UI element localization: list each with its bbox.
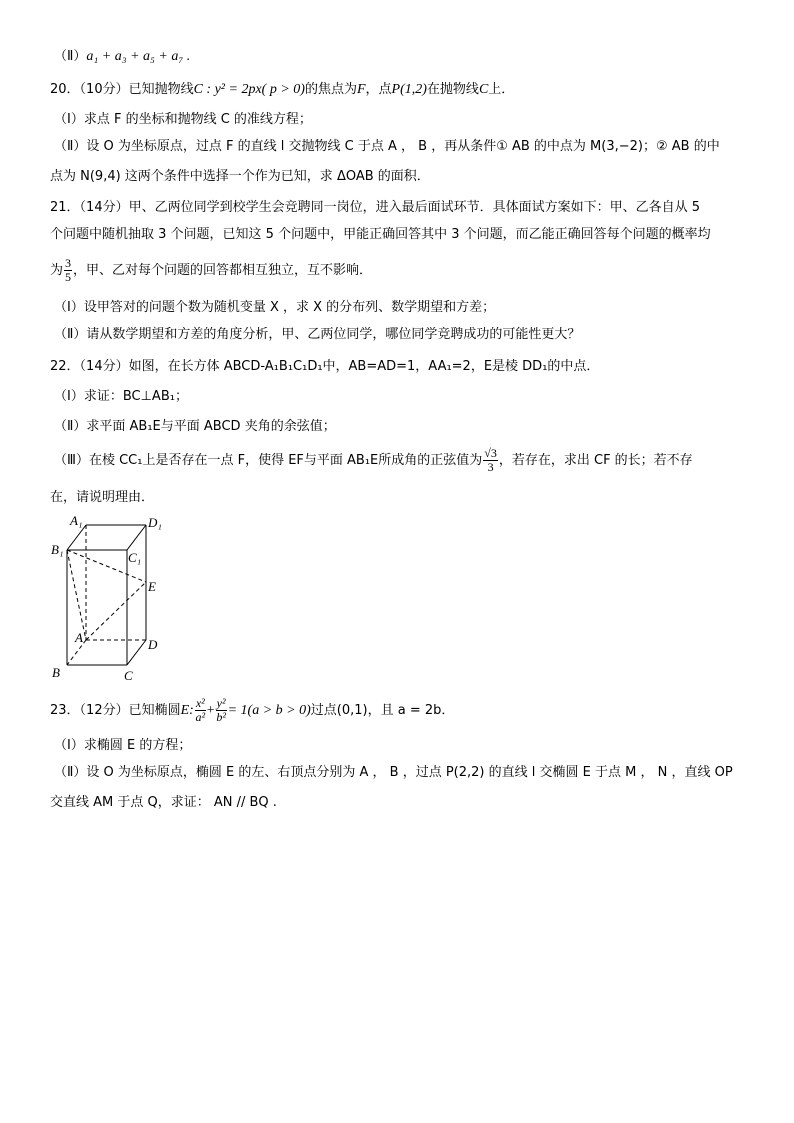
q21-part-i: （Ⅰ）设甲答对的问题个数为随机变量 X ，求 X 的分布列、数学期望和方差； xyxy=(54,300,496,315)
q23-part-ii-line1: （Ⅱ）设 O 为坐标原点，椭圆 E 的左、右顶点分别为 A ， B ，过点 P(2,2) 的直线 l 交椭圆 E 于点 M ， N ，直线 OP xyxy=(54,765,733,780)
label-c: C xyxy=(124,668,133,683)
q21-part-ii: （Ⅱ）请从数学期望和方差的角度分析，甲、乙两位同学，哪位同学竞聘成功的可能性更大？ xyxy=(54,327,581,342)
label-a: A xyxy=(75,630,83,645)
q20-part-ii-line2: 点为 N(9,4) 这两个条件中选择一个作为已知，求 ΔOAB 的面积． xyxy=(50,169,430,184)
label-b1: B₁ xyxy=(51,542,64,557)
q22-part-iii-line2: 在，请说明理由． xyxy=(50,490,155,505)
fraction-x2-a2: $\frac{\text{x²}}{\text{a²}}$ xyxy=(195,696,206,724)
q21-line2: 个问题中随机抽取 3 个问题，已知这 5 个问题中，甲能正确回答其中 3 个问题，而乙能正确回答每个问题的概率均 xyxy=(50,227,711,242)
q20-part-ii-line1: （Ⅱ）设 O 为坐标原点，过点 F 的直线 l 交抛物线 C 于点 A ， B ，再从条件① AB 的中点为 M(3,−2)；② AB 的中 xyxy=(54,139,720,154)
fraction-sqrt3-3: $\frac{√3}{3}$ xyxy=(484,446,497,474)
label-a1: A₁ xyxy=(70,513,83,528)
q21-line3: 为 $\frac{3}{5}$ ，甲、乙对每个问题的回答都相互独立，互不影响． xyxy=(50,256,373,284)
q23-part-i: （Ⅰ）求椭圆 E 的方程； xyxy=(54,738,192,753)
fraction-y2-b2: $\frac{\text{y²}}{\text{b²}}$ xyxy=(216,696,226,724)
fraction-3-5: $\frac{3}{5}$ xyxy=(65,256,72,284)
q21-line1: 21．（14分）甲、乙两位同学到校学生会竞聘同一岗位，进入最后面试环节．具体面试方案如下：甲、乙各自从 5 xyxy=(50,200,700,215)
ln-ii-sum: （Ⅱ）a₁ + a₃ + a₅ + a₇ . xyxy=(54,49,191,64)
q22-part-iii: （Ⅲ）在棱 CC₁上是否存在一点 F，使得 EF与平面 AB₁E所成角的正弦值为 $\frac{√3}{3}$ ，若存在，求出 CF 的长；若不存 xyxy=(54,446,693,474)
label-d1: D₁ xyxy=(148,515,162,530)
q20-part-i: （Ⅰ）求点 F 的坐标和抛物线 C 的准线方程； xyxy=(54,112,312,127)
label-e: E xyxy=(148,579,156,594)
q23-head: 23．（12分）已知椭圆E: $\frac{\text{x²}}{\text{a²}}$ + $\frac{\text{y²}}{\text{b²}}$ = 1(a > b > 0)过点(0,1)，且 a = 2b． xyxy=(50,696,455,724)
cuboid-figure xyxy=(48,510,178,685)
q20-head: 20．（10分）已知抛物线C : y² = 2px( p > 0)的焦点为F，点P(1,2)在抛物线C上． xyxy=(50,82,515,97)
label-c1: C₁ xyxy=(128,550,142,565)
q22-part-ii: （Ⅱ）求平面 AB₁E与平面 ABCD 夹角的余弦值； xyxy=(54,419,336,434)
q23-part-ii-line2: 交直线 AM 于点 Q，求证： AN // BQ . xyxy=(50,795,277,810)
q22-head: 22．（14分）如图，在长方体 ABCD-A₁B₁C₁D₁中，AB=AD=1，AA₁=2，E是棱 DD₁的中点． xyxy=(50,359,600,374)
label-d: D xyxy=(148,637,158,652)
label-b: B xyxy=(52,665,60,680)
q22-part-i: （Ⅰ）求证：BC⊥AB₁； xyxy=(54,389,188,404)
